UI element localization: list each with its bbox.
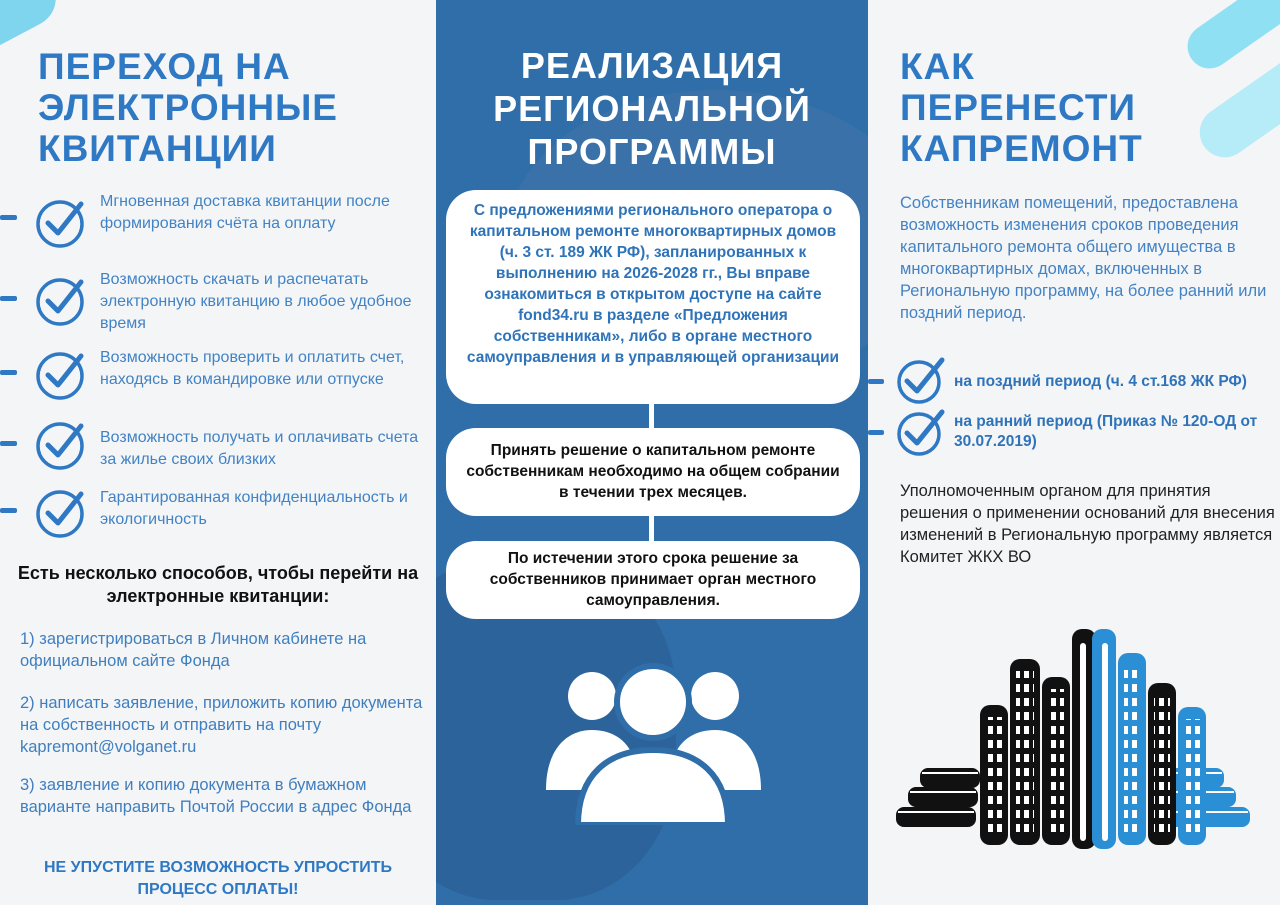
right-title-line: КАК <box>900 46 975 87</box>
check-circle-icon <box>894 354 948 404</box>
right-intro-text: Собственникам помещений, предоставлена возможность изменения сроков проведения капитального ремонта общего имущества в многоквартирных домах, включенных в Региональную программу, на более ранний или поздний период. <box>900 194 1267 322</box>
benefit-item <box>0 272 436 332</box>
benefit-text: Возможность проверить и оплатить счет, находясь в командировке или отпуске <box>100 349 405 388</box>
bullet-dash <box>0 508 17 513</box>
benefit-text: Гарантированная конфиденциальность и экологичность <box>100 489 408 528</box>
right-title <box>900 46 1143 169</box>
way-item: 2) написать заявление, приложить копию документа на собственность и отправить на почту kapremont@volganet.ru <box>20 694 423 756</box>
check-circle-icon <box>33 272 87 326</box>
bullet-dash <box>868 430 884 435</box>
way-item: 1) зарегистрироваться в Личном кабинете на официальном сайте Фонда <box>20 630 367 670</box>
bullet-dash <box>0 370 17 375</box>
authority-text: Уполномоченным органом для принятия решения о применении оснований для внесения изменений в Региональную программу является Комитет ЖКХ ВО <box>900 482 1275 566</box>
middle-title-line: РЕГИОНАЛЬНОЙ <box>493 88 811 129</box>
check-circle-icon <box>33 416 87 470</box>
info-bubble-decision: Принять решение о капитальном ремонте собственникам необходимо на общем собрании в течении трех месяцев. <box>446 428 860 516</box>
bullet-dash <box>0 215 17 220</box>
benefit-item <box>0 346 436 406</box>
bullet-dash <box>0 441 17 446</box>
benefit-text: Возможность получать и оплачивать счета за жилье своих близких <box>100 429 419 468</box>
benefit-item <box>0 484 436 544</box>
benefit-text: Возможность скачать и распечатать электронную квитанцию в любое удобное время <box>100 271 412 332</box>
left-title-line: КВИТАНЦИИ <box>38 128 277 169</box>
left-title <box>38 46 338 169</box>
left-title-line: ПЕРЕХОД НА <box>38 46 291 87</box>
check-circle-icon <box>33 484 87 538</box>
info-bubble-deadline: По истечении этого срока решение за собственников принимает орган местного самоуправления. <box>446 541 860 619</box>
benefit-item <box>0 416 436 476</box>
middle-panel <box>436 0 868 905</box>
right-title-line: ПЕРЕНЕСТИ <box>900 87 1137 128</box>
way-item: 3) заявление и копию документа в бумажном варианте направить Почтой России в адрес Фонда <box>20 776 412 816</box>
check-circle-icon <box>894 406 948 456</box>
left-title-line: ЭЛЕКТРОННЫЕ <box>38 87 338 128</box>
left-panel <box>0 0 436 905</box>
connector-line <box>649 512 654 544</box>
bullet-dash <box>0 296 17 301</box>
info-bubble-proposals: С предложениями регионального оператора о капитальном ремонте многоквартирных домов (ч. 3 ст. 189 ЖК РФ), запланированных к выполнению на 2026-2028 гг., Вы вправе ознакомиться в открытом доступе на сайте fond34.ru в разделе «Предложения собственникам», либо в органе местного самоуправления и в управляющей организации <box>446 190 860 404</box>
middle-title-line: РЕАЛИЗАЦИЯ <box>520 45 784 86</box>
benefit-item <box>0 194 436 254</box>
ways-title: Есть несколько способов, чтобы перейти на электронные квитанции: <box>17 563 419 606</box>
city-buildings-icon <box>896 625 1252 855</box>
check-circle-icon <box>33 194 87 248</box>
middle-title-line: ПРОГРАММЫ <box>527 131 777 172</box>
period-text: на поздний период (ч. 4 ст.168 ЖК РФ) <box>954 373 1247 390</box>
benefit-text: Мгновенная доставка квитанции после формирования счёта на оплату <box>100 193 390 232</box>
right-title-line: КАПРЕМОНТ <box>900 128 1143 169</box>
right-panel <box>868 0 1280 905</box>
middle-title <box>436 44 868 173</box>
call-to-action: НЕ УПУСТИТЕ ВОЗМОЖНОСТЬ УПРОСТИТЬ ПРОЦЕСС ОПЛАТЫ! <box>44 859 392 898</box>
check-circle-icon <box>33 346 87 400</box>
people-group-icon <box>546 650 761 825</box>
period-text: на ранний период (Приказ № 120-ОД от 30.07.2019) <box>954 413 1258 450</box>
decorative-shape <box>1179 0 1280 77</box>
bullet-dash <box>868 379 884 384</box>
